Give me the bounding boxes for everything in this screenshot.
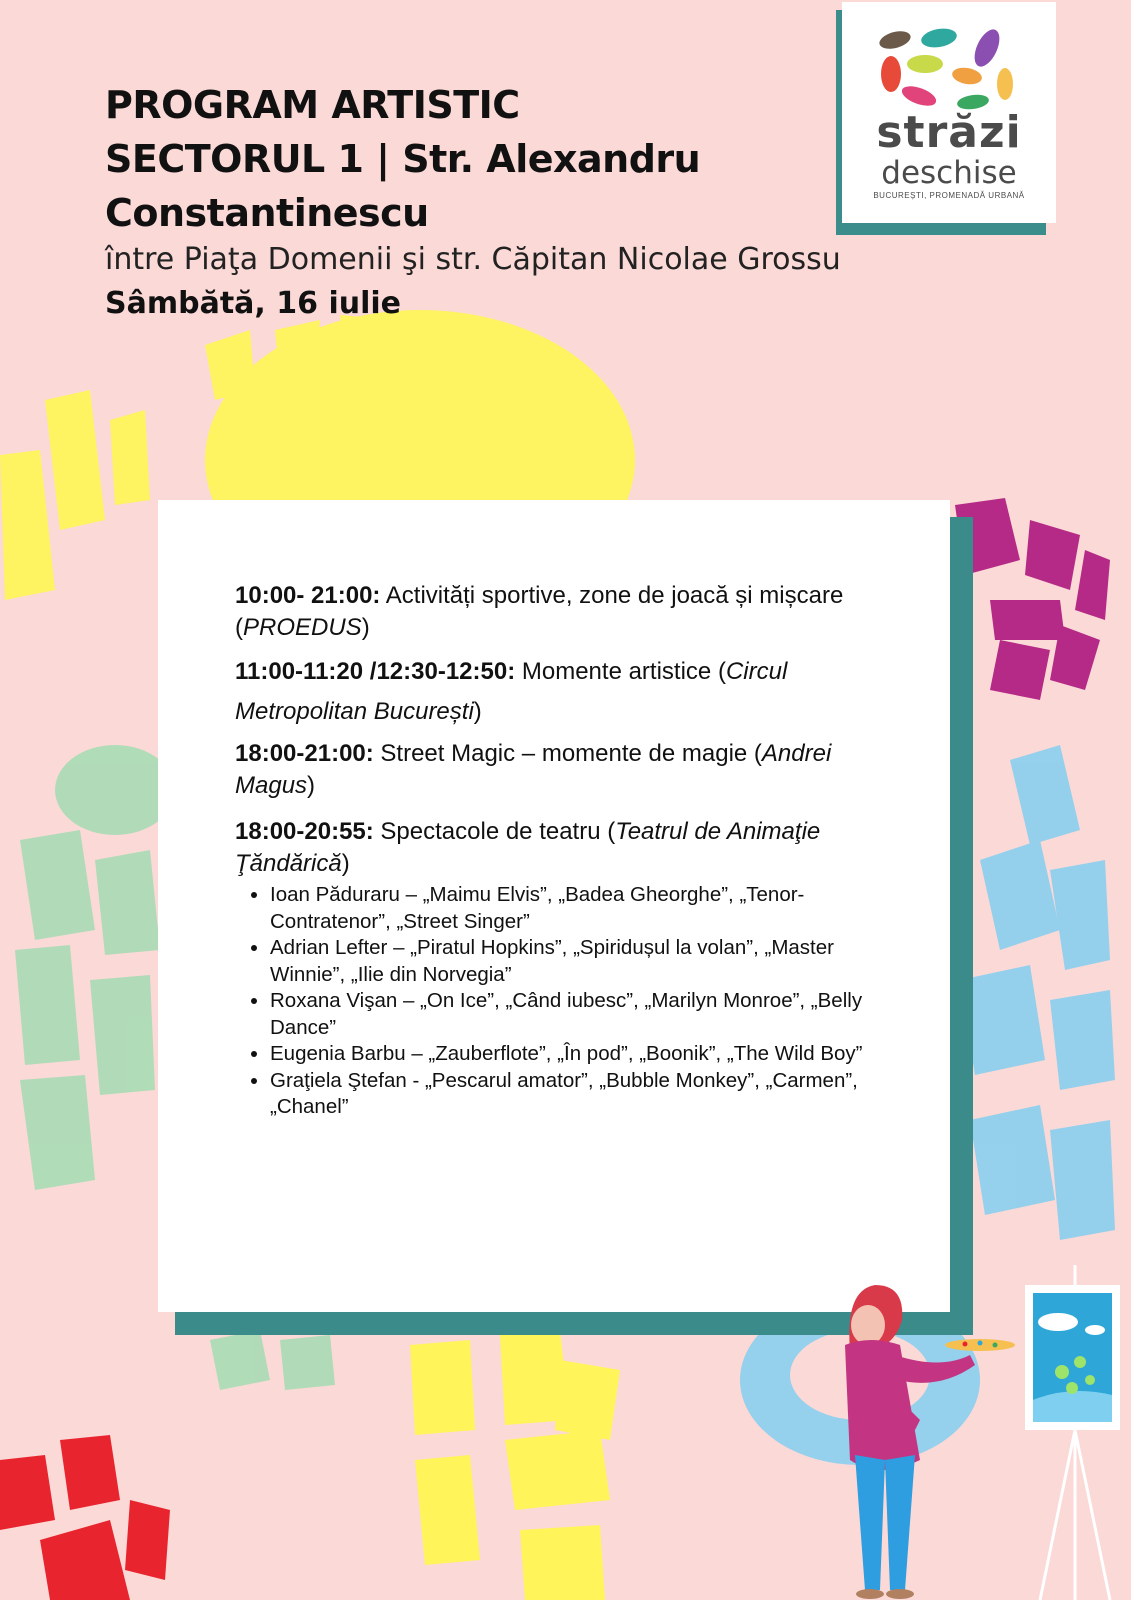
entry-organizer: Circul Metropolitan București [235, 658, 788, 725]
entry-time: 11:00-11:20 /12:30-12:50: [235, 658, 516, 685]
entry-close: ) [473, 698, 482, 725]
location-subtitle: între Piaţa Domenii şi str. Căpitan Nicolae Grossu [105, 242, 841, 277]
entry-text: Street Magic – momente de magie ( [373, 740, 762, 767]
title-line-1: PROGRAM ARTISTIC [105, 83, 520, 127]
title-line-3: Constantinescu [105, 191, 429, 235]
entry-organizer: PROEDUS [243, 614, 362, 641]
logo-word-strazi: străzi [876, 107, 1022, 158]
entry-time: 10:00- 21:00: [235, 582, 381, 609]
entry-text: Spectacole de teatru ( [373, 818, 616, 845]
logo-word-deschise: deschise [881, 155, 1017, 191]
entry-time: 18:00-21:00: [235, 740, 374, 767]
entry-organizer: Teatrul de Animaţie Ţăndărică [235, 818, 821, 877]
entry-text: Activități sportive, zone de joacă și mișcare ( [235, 582, 844, 641]
entry-text: Momente artistice ( [515, 658, 726, 685]
entry-close: ) [341, 850, 350, 877]
list-item: • Graţiela Ştefan - „Pescarul amator”, „Bubble Monkey”, „Carmen”, „Chanel” [270, 1068, 875, 1121]
entry-close: ) [307, 772, 316, 799]
entry-time: 18:00-20:55: [235, 818, 374, 845]
logo-tagline: BUCUREȘTI, PROMENADĂ URBANĂ [873, 191, 1025, 200]
entry-organizer: Andrei Magus [235, 740, 832, 799]
event-date: Sâmbătă, 16 iulie [105, 286, 402, 321]
title-line-2: SECTORUL 1 | Str. Alexandru [105, 137, 701, 181]
list-item: • Roxana Vişan – „On Ice”, „Când iubesc”, „Marilyn Monroe”, „Belly Dance” [270, 988, 875, 1041]
list-item: • Eugenia Barbu – „Zauberflote”, „În pod”, „Boonik”, „The Wild Boy” [270, 1041, 875, 1068]
entry-close: ) [361, 614, 370, 641]
list-item: • Adrian Lefter – „Piratul Hopkins”, „Spiridușul la volan”, „Master Winnie”, „Ilie din Norvegia” [270, 935, 875, 988]
list-item: • Ioan Păduraru – „Maimu Elvis”, „Badea Gheorghe”, „Tenor-Contratenor”, „Street Singer” [270, 882, 875, 935]
